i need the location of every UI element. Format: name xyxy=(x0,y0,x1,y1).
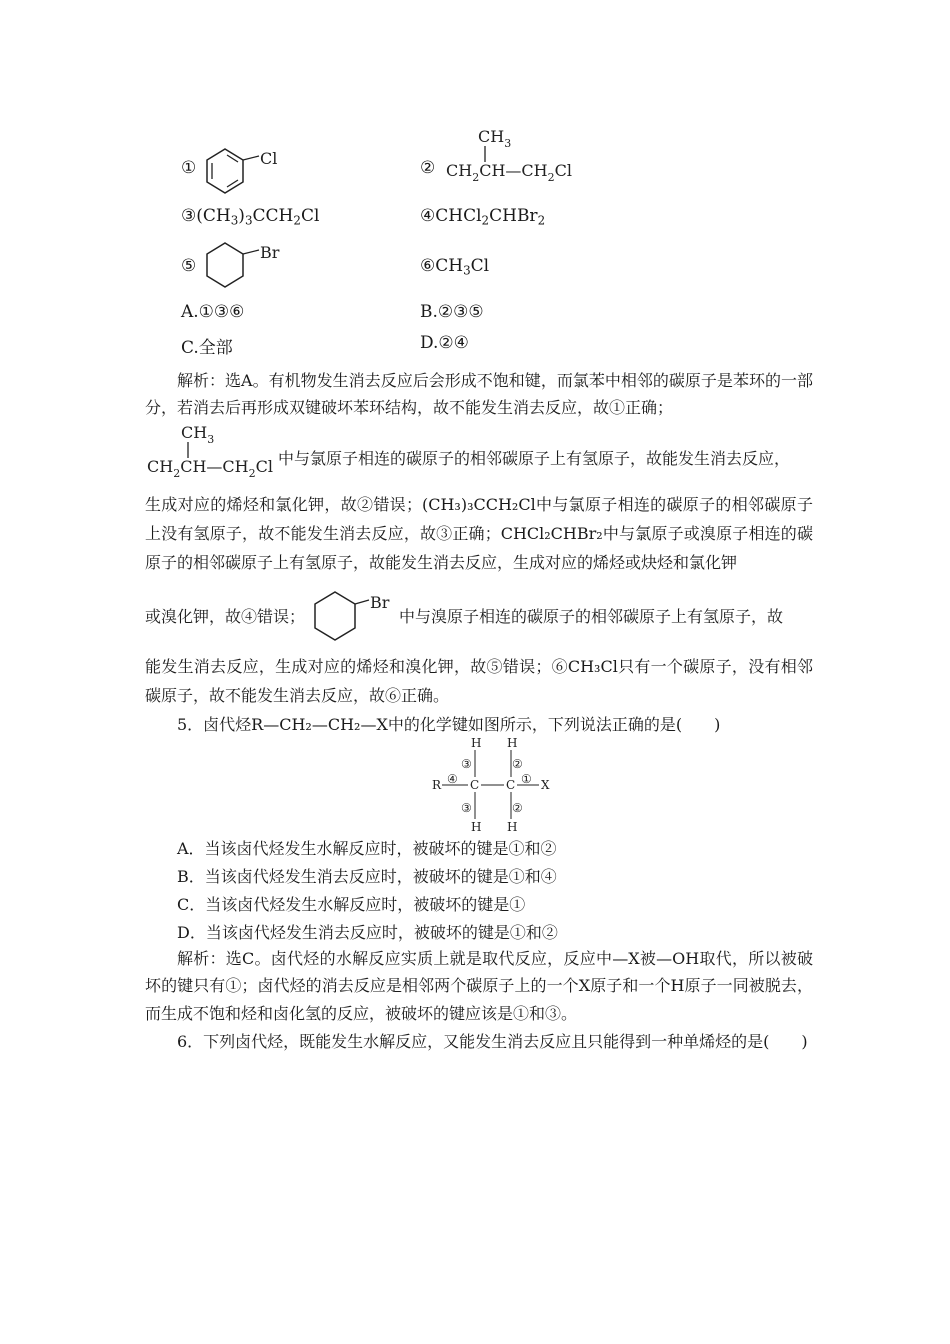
analysis-4-line-b: 中与溴原子相连的碳原子的相邻碳原子上有氢原子，故 xyxy=(399,607,784,626)
option-3-label: $③(CH_3)_3CCH_2Cl$ xyxy=(181,206,320,228)
q5-choice-a: A．当该卤代烃发生水解反应时，被破坏的键是①和② xyxy=(177,839,557,858)
analysis-4-conclusion: 能发生消去反应，生成对应的烯烃和溴化钾，故⑤错误；⑥CH₃Cl只有一个碳原子，没有相邻碳原子，故不能发生消去反应，故⑥正确。 xyxy=(145,657,813,705)
option-2-label: ② xyxy=(420,158,436,178)
analysis-bromocyclohexane xyxy=(311,586,397,648)
svg-text:H: H xyxy=(471,736,482,750)
svg-text:CH3: $CH_3$ xyxy=(181,423,215,446)
q5-choice-d: D．当该卤代烃发生消去反应时，被破坏的键是①和② xyxy=(177,923,558,942)
svg-text:H: H xyxy=(507,736,518,750)
option-5-label: ⑤ xyxy=(181,256,197,276)
q5-choice-b: B．当该卤代烃发生消去反应时，被破坏的键是①和④ xyxy=(177,867,557,886)
svg-text:②: ② xyxy=(512,757,523,771)
cl-label: Cl xyxy=(260,149,278,168)
choice-a: A.①③⑥ xyxy=(181,302,245,322)
option-1-label: ① xyxy=(181,158,197,178)
svg-text:C: C xyxy=(506,778,516,792)
svg-text:④: ④ xyxy=(447,772,458,786)
svg-text:③: ③ xyxy=(461,757,472,771)
svg-text:CH2CH—CH2Cl: $CH_2CH—CH_2Cl$ xyxy=(147,457,273,480)
svg-text:Br: Br xyxy=(370,593,390,612)
analysis-4-line-a: 或溴化钾，故④错误； xyxy=(145,607,306,626)
choice-d: D.②④ xyxy=(420,333,469,353)
analysis-4-body: 生成对应的烯烃和氯化钾，故②错误；(CH₃)₃CCH₂Cl中与氯原子相连的碳原子的相邻碳原子上没有氢原子，故不能发生消去反应，故③正确；CHCl₂CHBr₂中与氯原子或溴原子相连的碳原子的相邻碳原子上有氢原子，故能发生消去反应，生成对应的烯烃或炔烃和氯化钾 xyxy=(145,495,813,572)
q5-stem: 5．卤代烃R—CH₂—CH₂—X中的化学键如图所示，下列说法正确的是( ) xyxy=(177,715,721,734)
svg-text:R: R xyxy=(432,778,442,792)
q6-stem: 6．下列卤代烃，既能发生水解反应，又能发生消去反应且只能得到一种单烯烃的是( ) xyxy=(177,1032,808,1051)
br-label: Br xyxy=(260,243,280,262)
q5-choice-c: C．当该卤代烃发生水解反应时，被破坏的键是① xyxy=(177,895,526,914)
svg-text:①: ① xyxy=(521,772,532,786)
option-4-label: ④CHCl$_2$CHBr$_2$ xyxy=(420,206,546,228)
analysis-4-line2: 中与氯原子相连的碳原子的相邻碳原子上有氢原子，故能发生消去反应， xyxy=(278,449,791,468)
choice-b: B.②③⑤ xyxy=(420,302,484,322)
svg-text:②: ② xyxy=(512,801,523,815)
option-6-label: $⑥CH_3Cl$ xyxy=(420,256,490,278)
option-2-structure xyxy=(440,122,580,186)
svg-text:X: X xyxy=(541,778,550,792)
svg-text:H: H xyxy=(507,820,518,834)
svg-text:H: H xyxy=(471,820,482,834)
chlorobenzene-structure xyxy=(203,140,283,202)
choice-c: C.全部 xyxy=(181,338,233,358)
svg-text:C: C xyxy=(470,778,480,792)
svg-text:③: ③ xyxy=(461,801,472,815)
analysis-4-intro: 解析：选A。有机物发生消去反应后会形成不饱和键，而氯苯中相邻的碳原子是苯环的一部分，若消去后再形成双键破坏苯环结构，故不能发生消去反应，故①正确； xyxy=(145,371,813,418)
analysis-inline-structure xyxy=(143,418,278,482)
q5-analysis: 解析：选C。卤代烃的水解反应实质上就是取代反应，反应中—X被—OH取代，所以被破坏的键只有①；卤代烃的消去反应是相邻两个碳原子上的一个X原子和一个H原子一同被脱去，而生成不饱和烃和卤化氢的反应，被破坏的键应该是①和③。 xyxy=(145,949,813,1023)
bond-diagram xyxy=(425,735,555,837)
svg-text:CH2CH—CH2Cl: $CH_2CH—CH_2Cl$ xyxy=(446,161,572,184)
bromocyclohexane-structure xyxy=(203,236,289,298)
svg-text:CH3: $CH_3$ xyxy=(478,127,512,150)
